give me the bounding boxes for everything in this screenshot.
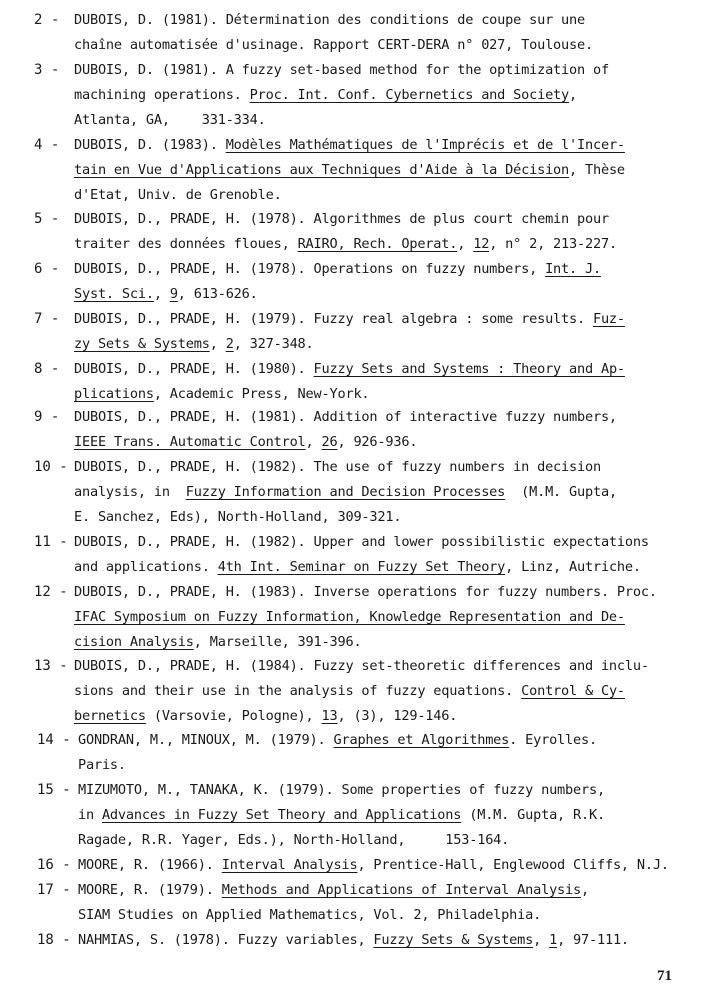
reference-line: [74, 133, 625, 158]
reference-number: 6 -: [34, 261, 60, 277]
reference-text: . Eyrolles.: [509, 732, 597, 748]
reference-text: DUBOIS, D. (1981). Détermination des conditions de coupe sur une: [74, 12, 585, 28]
underlined-title: Advances in Fuzzy Set Theory and Applications: [101, 806, 462, 823]
underlined-title: 12: [473, 235, 490, 252]
reference-entry: [0, 58, 704, 132]
underlined-title: 26: [321, 433, 338, 450]
reference-line: [74, 158, 625, 183]
reference-line: [74, 282, 258, 307]
reference-text: DUBOIS, D., PRADE, H. (1978). Algorithmes de plus court chemin pour: [74, 211, 609, 227]
reference-line: [74, 307, 625, 332]
reference-text: , Academic Press, New-York.: [153, 385, 370, 402]
reference-text: DUBOIS, D., PRADE, H. (1982). Upper and lower possibilistic expectations: [74, 534, 649, 550]
underlined-title: Modèles Mathématiques de l'Imprécis et de l'Incer-: [225, 137, 625, 153]
underlined-title: Fuzzy Information and Decision Processes: [185, 483, 506, 500]
reference-line: [78, 778, 605, 803]
reference-text: GONDRAN, M., MINOUX, M. (1979).: [78, 732, 334, 748]
reference-line: [74, 580, 657, 605]
reference-text: MOORE, R. (1979).: [78, 882, 222, 898]
reference-line: [74, 654, 649, 679]
reference-number: 7 -: [34, 311, 60, 327]
reference-line: [78, 853, 669, 878]
reference-entry: [0, 878, 704, 928]
reference-line: [74, 58, 609, 83]
reference-number: 9 -: [34, 409, 60, 425]
reference-text: Atlanta, GA, 331-334.: [74, 111, 266, 128]
reference-text: MOORE, R. (1966).: [78, 857, 222, 873]
reference-text: ,: [209, 335, 226, 352]
reference-line: [74, 505, 401, 530]
reference-line: [74, 257, 601, 282]
underlined-title: 13: [321, 707, 338, 724]
reference-text: DUBOIS, D., PRADE, H. (1979). Fuzzy real algebra : some results.: [74, 311, 593, 327]
reference-number: 12 -: [34, 584, 68, 600]
reference-line: [78, 903, 541, 928]
reference-line: [74, 679, 625, 704]
reference-text: DUBOIS, D., PRADE, H. (1978). Operations on fuzzy numbers,: [74, 261, 546, 277]
underlined-title: 9: [169, 285, 178, 302]
reference-line: [74, 480, 617, 505]
reference-text: Ragade, R.R. Yager, Eds.), North-Holland, 153-164.: [78, 831, 510, 848]
reference-text: E. Sanchez, Eds), North-Holland, 309-321.: [74, 508, 402, 525]
underlined-title: Fuzzy Sets and Systems : Theory and Ap-: [313, 361, 625, 377]
reference-text: NAHMIAS, S. (1978). Fuzzy variables,: [78, 932, 374, 948]
reference-text: (M.M. Gupta,: [505, 483, 617, 500]
reference-entry: [0, 728, 704, 778]
reference-entry: [0, 580, 704, 654]
reference-line: [74, 207, 609, 232]
reference-text: in: [78, 806, 102, 823]
reference-number: 14 -: [37, 732, 71, 748]
reference-text: traiter des données floues,: [74, 235, 298, 252]
reference-line: [74, 357, 625, 382]
reference-line: [74, 232, 617, 257]
reference-number: 18 -: [37, 932, 71, 948]
reference-line: [74, 455, 601, 480]
reference-entry: [0, 207, 704, 257]
reference-entry: [0, 8, 704, 58]
reference-text: , 926-936.: [337, 433, 418, 450]
reference-text: (Varsovie, Pologne),: [145, 707, 322, 724]
reference-line: [78, 928, 629, 953]
reference-entry: [0, 307, 704, 357]
underlined-title: Fuzzy Sets & Systems: [373, 932, 534, 948]
reference-line: [74, 83, 577, 108]
reference-line: [78, 753, 126, 778]
reference-number: 11 -: [34, 534, 68, 550]
underlined-title: Graphes et Algorithmes: [333, 732, 510, 748]
reference-text: ,: [581, 882, 589, 898]
reference-text: ,: [533, 932, 550, 948]
reference-text: , (3), 129-146.: [337, 707, 458, 724]
reference-line: [74, 332, 314, 357]
underlined-title: cision Analysis: [74, 633, 194, 650]
reference-entry: [0, 654, 704, 728]
underlined-title: IFAC Symposium on Fuzzy Information, Knowledge Representation and De-: [74, 608, 625, 625]
reference-line: [74, 704, 457, 729]
reference-entry: [0, 778, 704, 852]
underlined-title: IEEE Trans. Automatic Control: [74, 433, 306, 450]
reference-number: 2 -: [34, 12, 60, 28]
reference-number: 15 -: [37, 782, 71, 798]
reference-line: [74, 183, 282, 208]
underlined-title: Int. J.: [545, 261, 601, 277]
reference-text: ,: [153, 285, 170, 302]
reference-line: [74, 33, 593, 58]
reference-line: [78, 803, 605, 828]
reference-text: Paris.: [78, 756, 126, 773]
reference-text: SIAM Studies on Applied Mathematics, Vol. 2, Philadelphia.: [78, 906, 542, 923]
reference-text: , Marseille, 391-396.: [193, 633, 362, 650]
reference-text: DUBOIS, D., PRADE, H. (1984). Fuzzy set-theoretic differences and inclu-: [74, 658, 649, 674]
reference-entry: [0, 530, 704, 580]
reference-entry: [0, 405, 704, 455]
reference-text: DUBOIS, D., PRADE, H. (1982). The use of fuzzy numbers in decision: [74, 459, 601, 475]
underlined-title: 1: [549, 932, 558, 948]
underlined-title: bernetics: [74, 707, 146, 724]
underlined-title: tain en Vue d'Applications aux Techniques d'Aide à la Décision: [74, 161, 570, 178]
reference-entry: [0, 928, 704, 953]
reference-entry: [0, 455, 704, 529]
underlined-title: plications: [74, 385, 154, 402]
underlined-title: RAIRO, Rech. Operat.: [297, 235, 458, 252]
reference-line: [74, 530, 649, 555]
reference-entry: [0, 853, 704, 878]
reference-text: , 613-626.: [177, 285, 258, 302]
reference-text: , Thèse: [569, 161, 625, 178]
underlined-title: Methods and Applications of Interval Analysis: [221, 882, 582, 898]
reference-text: ,: [569, 86, 578, 103]
reference-line: [74, 430, 417, 455]
underlined-title: Fuz-: [592, 311, 625, 327]
reference-text: ,: [305, 433, 322, 450]
reference-text: MIZUMOTO, M., TANAKA, K. (1979). Some properties of fuzzy numbers,: [78, 782, 605, 798]
reference-line: [78, 878, 589, 903]
reference-text: (M.M. Gupta, R.K.: [461, 806, 605, 823]
reference-line: [78, 828, 509, 853]
reference-text: machining operations.: [74, 86, 250, 103]
reference-number: 3 -: [34, 62, 60, 78]
reference-text: ,: [457, 235, 474, 252]
underlined-title: 4th Int. Seminar on Fuzzy Set Theory: [217, 558, 506, 575]
underlined-title: 2: [225, 335, 234, 352]
reference-number: 10 -: [34, 459, 68, 475]
reference-text: DUBOIS, D., PRADE, H. (1980).: [74, 361, 314, 377]
reference-text: , 327-348.: [233, 335, 314, 352]
reference-line: [74, 382, 369, 407]
underlined-title: Interval Analysis: [221, 857, 358, 873]
reference-line: [74, 8, 585, 33]
reference-text: , 97-111.: [557, 932, 629, 948]
underlined-title: zy Sets & Systems: [74, 335, 210, 352]
reference-entry: [0, 133, 704, 207]
reference-text: sions and their use in the analysis of fuzzy equations.: [74, 682, 522, 699]
reference-text: analysis, in: [74, 483, 186, 500]
reference-text: , Prentice-Hall, Englewood Cliffs, N.J.: [357, 857, 669, 873]
reference-line: [74, 630, 361, 655]
underlined-title: Syst. Sci.: [74, 285, 154, 302]
reference-line: [74, 405, 617, 430]
reference-text: , n° 2, 213-227.: [489, 235, 617, 252]
reference-text: DUBOIS, D., PRADE, H. (1981). Addition of interactive fuzzy numbers,: [74, 409, 617, 425]
reference-number: 4 -: [34, 137, 60, 153]
underlined-title: Control & Cy-: [521, 682, 625, 699]
reference-text: d'Etat, Univ. de Grenoble.: [74, 186, 282, 203]
reference-text: DUBOIS, D. (1981). A fuzzy set-based method for the optimization of: [74, 62, 609, 78]
reference-number: 8 -: [34, 361, 60, 377]
reference-entry: [0, 357, 704, 407]
reference-text: chaîne automatisée d'usinage. Rapport CERT-DERA n° 027, Toulouse.: [74, 36, 593, 53]
reference-number: 16 -: [37, 857, 71, 873]
reference-text: , Linz, Autriche.: [505, 558, 641, 575]
reference-text: DUBOIS, D. (1983).: [74, 137, 226, 153]
reference-entry: [0, 257, 704, 307]
reference-line: [78, 728, 597, 753]
page-number: 71: [657, 968, 672, 984]
reference-line: [74, 605, 625, 630]
reference-line: [74, 108, 266, 133]
reference-number: 13 -: [34, 658, 68, 674]
reference-text: and applications.: [74, 558, 218, 575]
reference-line: [74, 555, 641, 580]
underlined-title: Proc. Int. Conf. Cybernetics and Society: [249, 86, 570, 103]
reference-number: 17 -: [37, 882, 71, 898]
reference-number: 5 -: [34, 211, 60, 227]
reference-text: DUBOIS, D., PRADE, H. (1983). Inverse operations for fuzzy numbers. Proc.: [74, 584, 657, 600]
